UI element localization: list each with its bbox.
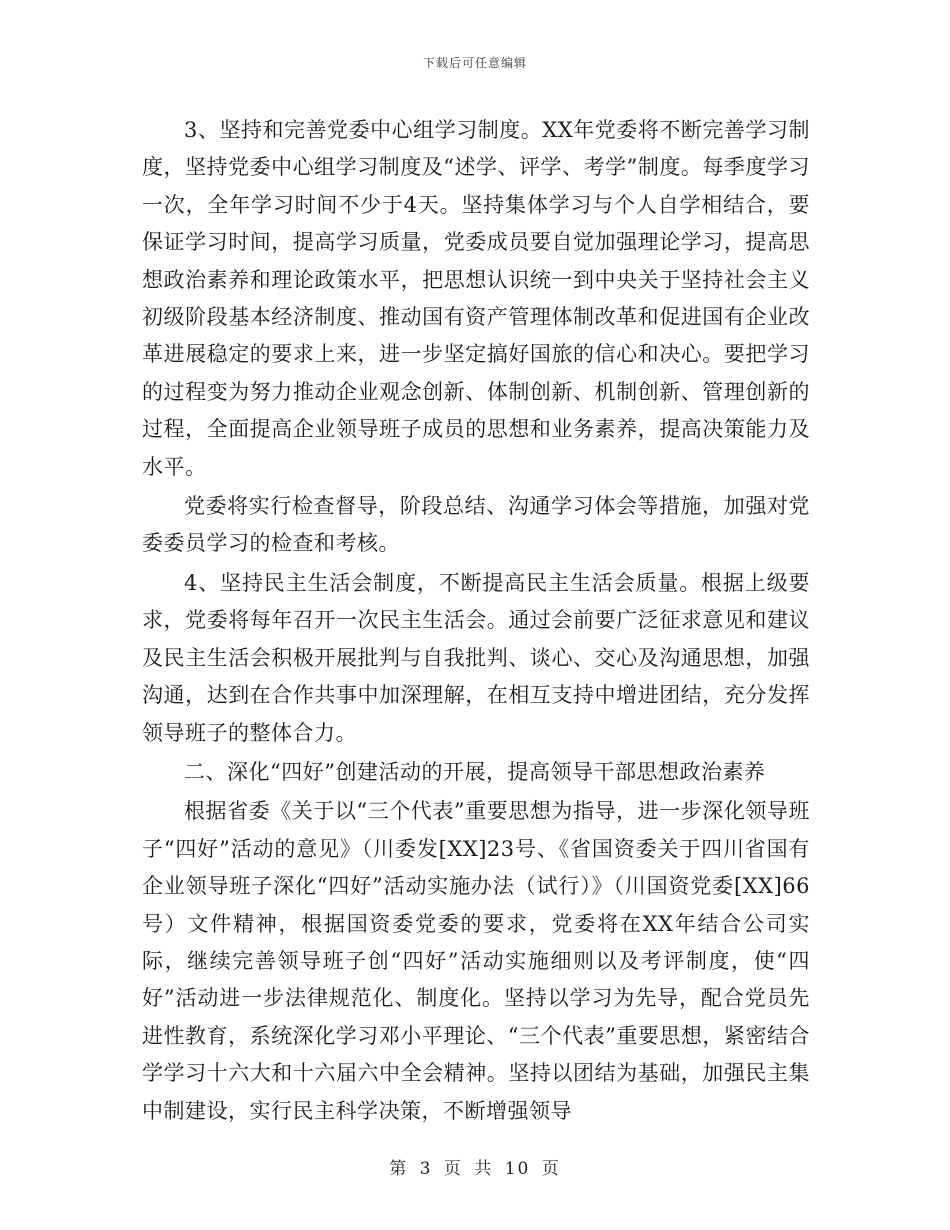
page-header: 下载后可任意编辑 bbox=[422, 56, 527, 70]
paragraph-inspection: 党委将实行检查督导，阶段总结、沟通学习体会等措施，加强对党委委员学习的检查和考核。 bbox=[142, 494, 810, 556]
section-heading-four-good: 二、深化“四好”创建活动的开展，提高领导干部思想政治素养 bbox=[184, 759, 766, 784]
paragraph-item-4-democratic-life: 4、坚持民主生活会制度，不断提高民主生活会质量。根据上级要求，党委将每年召开一次民主生活会。通过会前要广泛征求意见和建议及民主生活会积极开展批判与自我批判、谈心、交心及沟通思想，加强沟通，达到在合作共事中加深理解，在相互支持中增进团结，充分发挥领导班子的整体合力。 bbox=[142, 570, 810, 745]
document-body bbox=[142, 112, 810, 1132]
paragraph-four-good-activity: 根据省委《关于以“三个代表”重要思想为指导，进一步深化领导班子“四好”活动的意见》（川委发[XX]23号、《省国资委关于四川省国有企业领导班子深化“四好”活动实施办法（试行）》（川国资党委[XX]66号）文件精神，根据国资委党委的要求，党委将在XX年结合公司实际，继续完善领导班子创“四好”活动实施细则以及考评制度，使“四好”活动进一步法律规范化、制度化。坚持以学习为先导，配合党员先进性教育，系统深化学习邓小平理论、“三个代表”重要思想，紧密结合学学习十六大和十六届六中全会精神。坚持以团结为基础，加强民主集中制建设，实行民主科学决策，不断增强领导 bbox=[142, 799, 810, 1123]
paragraph-item-3-study-system: 3、坚持和完善党委中心组学习制度。XX年党委将不断完善学习制度，坚持党委中心组学习制度及“述学、评学、考学”制度。每季度学习一次，全年学习时间不少于4天。坚持集体学习与个人自学相结合，要保证学习时间，提高学习质量，党委成员要自觉加强理论学习，提高思想政治素养和理论政策水平，把思想认识统一到中央关于坚持社会主义初级阶段基本经济制度、推动国有资产管理体制改革和促进国有企业改革进展稳定的要求上来，进一步坚定搞好国旅的信心和决心。要把学习的过程变为努力推动企业观念创新、体制创新、机制创新、管理创新的过程，全面提高企业领导班子成员的思想和业务素养，提高决策能力及水平。 bbox=[142, 118, 810, 479]
page-number: 第 3 页 共 10 页 bbox=[389, 1159, 561, 1179]
